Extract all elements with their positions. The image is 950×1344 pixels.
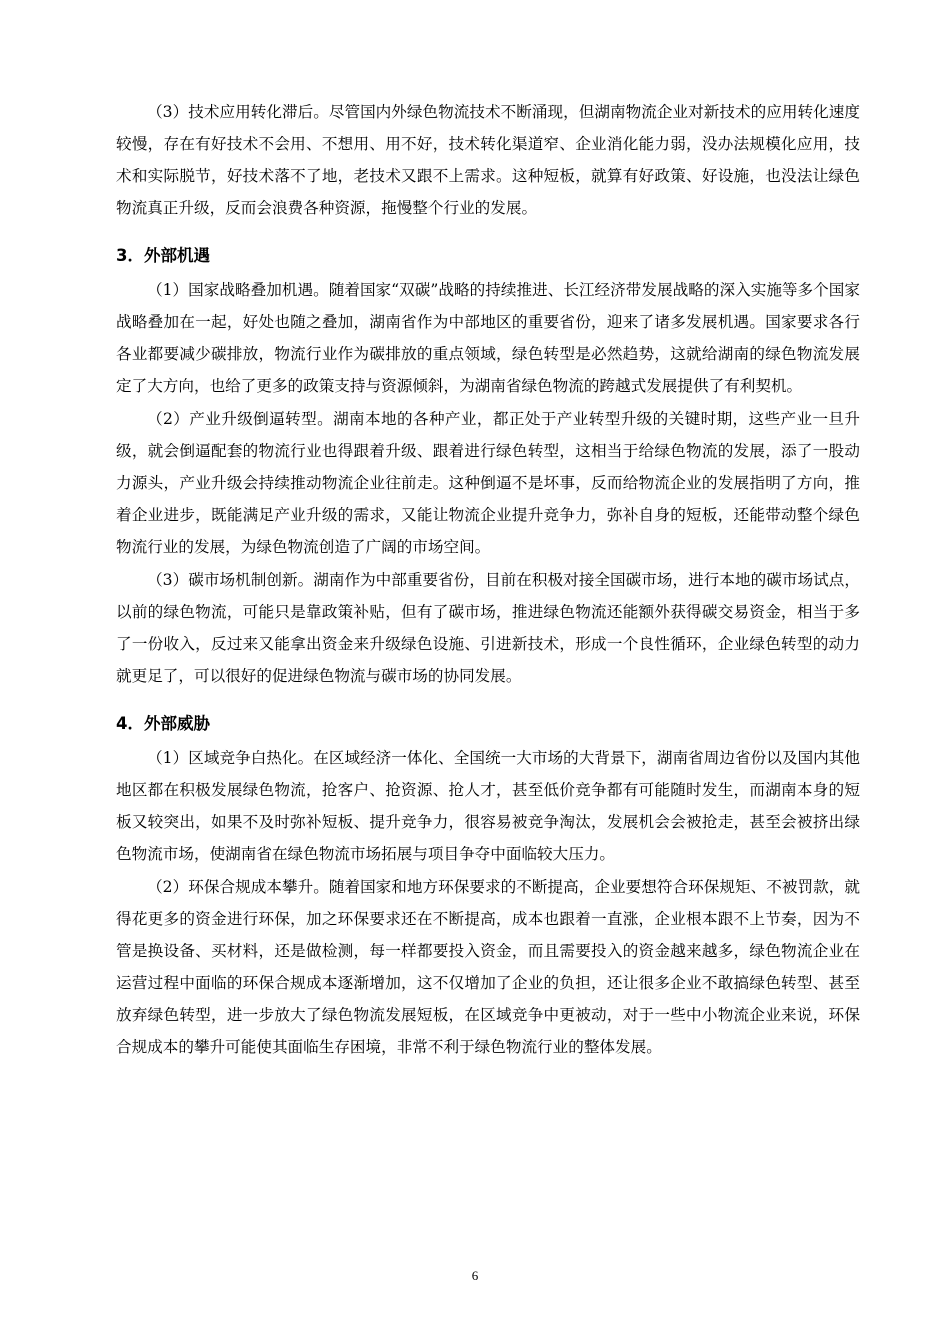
paragraph-national-strategy: （1）国家战略叠加机遇。随着国家“双碳”战略的持续推进、长江经济带发展战略的深入实施等多个国家战略叠加在一起，好处也随之叠加，湖南省作为中部地区的重要省份，迎来了诸多发展机遇。国家要求各行各业都要减少碳排放，物流行业作为碳排放的重点领域，绿色转型是必然趋势，这就给湖南的绿色物流发展定了大方向，也给了更多的政策支持与资源倾斜，为湖南省绿色物流的跨越式发展提供了有利契机。	[116, 281, 860, 395]
section-heading-external-opportunities: 3．外部机遇	[116, 246, 210, 265]
page-number: 6	[471, 1268, 479, 1283]
paragraph-regional-competition: （1）区域竞争白热化。在区域经济一体化、全国统一大市场的大背景下，湖南省周边省份以及国内其他地区都在积极发展绿色物流，抢客户、抢资源、抢人才，甚至低价竞争都有可能随时发生，而湖南本身的短板又较突出，如果不及时弥补短板、提升竞争力，很容易被竞争淘汰，发展机会会被抢走，甚至会被挤出绿色物流市场，使湖南省在绿色物流市场拓展与项目争夺中面临较大压力。	[116, 749, 860, 863]
paragraph-industry-upgrade: （2）产业升级倒逼转型。湖南本地的各种产业，都正处于产业转型升级的关键时期，这些产业一旦升级，就会倒逼配套的物流行业也得跟着升级、跟着进行绿色转型，这相当于给绿色物流的发展，添了一股动力源头，产业升级会持续推动物流企业往前走。这种倒逼不是坏事，反而给物流企业的发展指明了方向，推着企业进步，既能满足产业升级的需求，又能让物流企业提升竞争力，弥补自身的短板，还能带动整个绿色物流行业的发展，为绿色物流创造了广阔的市场空间。	[116, 410, 860, 556]
page-content	[116, 96, 860, 1064]
paragraph-carbon-market: （3）碳市场机制创新。湖南作为中部重要省份，目前在积极对接全国碳市场，进行本地的碳市场试点，以前的绿色物流，可能只是靠政策补贴，但有了碳市场，推进绿色物流还能额外获得碳交易资金，相当于多了一份收入，反过来又能拿出资金来升级绿色设施、引进新技术，形成一个良性循环，企业绿色转型的动力就更足了，可以很好的促进绿色物流与碳市场的协同发展。	[116, 571, 860, 685]
section-heading-external-threats: 4．外部威胁	[116, 714, 210, 733]
paragraph-tech-application: （3）技术应用转化滞后。尽管国内外绿色物流技术不断涌现，但湖南物流企业对新技术的应用转化速度较慢，存在有好技术不会用、不想用、用不好，技术转化渠道窄、企业消化能力弱，没办法规模化应用，技术和实际脱节，好技术落不了地，老技术又跟不上需求。这种短板，就算有好政策、好设施，也没法让绿色物流真正升级，反而会浪费各种资源，拖慢整个行业的发展。	[116, 103, 860, 217]
paragraph-compliance-cost: （2）环保合规成本攀升。随着国家和地方环保要求的不断提高，企业要想符合环保规矩、不被罚款，就得花更多的资金进行环保，加之环保要求还在不断提高，成本也跟着一直涨，企业根本跟不上节奏，因为不管是换设备、买材料，还是做检测，每一样都要投入资金，而且需要投入的资金越来越多，绿色物流企业在运营过程中面临的环保合规成本逐渐增加，这不仅增加了企业的负担，还让很多企业不敢搞绿色转型、甚至放弃绿色转型，进一步放大了绿色物流发展短板，在区域竞争中更被动，对于一些中小物流企业来说，环保合规成本的攀升可能使其面临生存困境，非常不利于绿色物流行业的整体发展。	[116, 878, 860, 1056]
